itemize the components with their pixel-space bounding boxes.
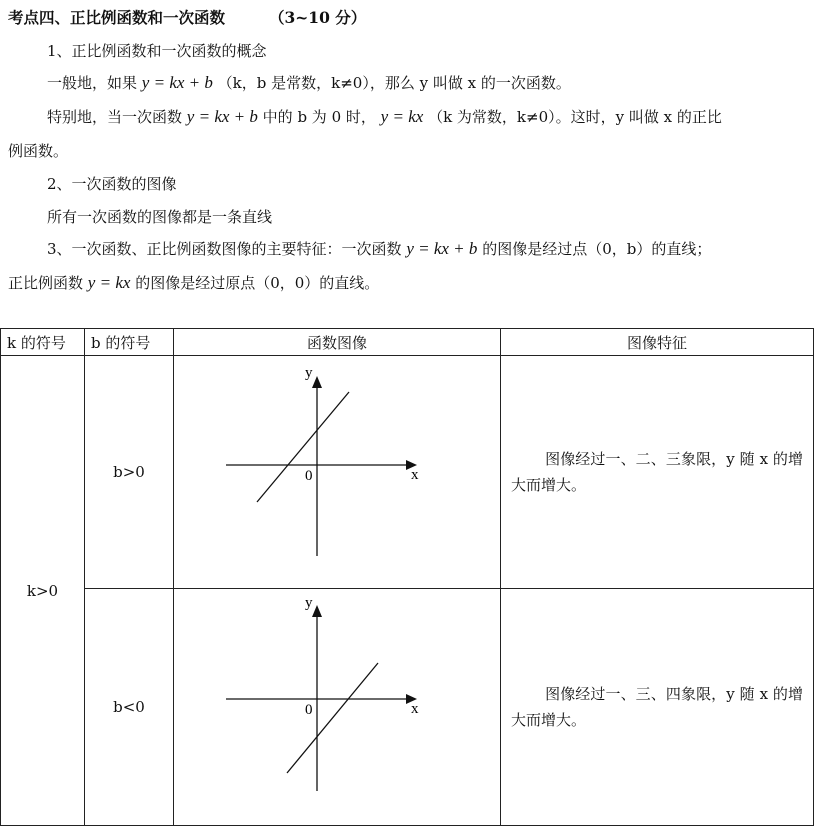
paragraph-features (47, 238, 711, 259)
b-value-cell: b>0 (85, 356, 174, 589)
paragraph-continuation: 例函数。 (8, 142, 69, 160)
text: 正比例函数 (8, 274, 84, 292)
header-b-sign: b 的符号 (85, 329, 174, 356)
paragraph-linear-definition (47, 72, 571, 93)
text: 中的 b 为 0 时， (262, 108, 376, 126)
feature-cell (501, 589, 814, 826)
table-row (1, 589, 814, 826)
table-row (1, 356, 814, 589)
text: 特别地，当一次函数 (47, 108, 183, 126)
section-title: 考点四、正比例函数和一次函数 (8, 8, 226, 27)
function-table (0, 328, 814, 826)
y-axis-label: y (305, 365, 313, 381)
equation-linear: y = kx + b (141, 73, 213, 92)
function-line (287, 663, 378, 773)
equation-proportional: y = kx (380, 107, 424, 126)
x-axis-label: x (411, 467, 419, 483)
equation-linear: y = kx + b (406, 239, 478, 258)
header-k-sign: k 的符号 (1, 329, 85, 356)
y-axis-label: y (305, 595, 313, 611)
section-score: （3~10 分） (269, 8, 367, 27)
y-axis-arrow (312, 605, 322, 617)
paragraph-features-cont (8, 272, 379, 293)
table-header-row (1, 329, 814, 356)
k-value-cell: k>0 (1, 356, 85, 826)
b-value-cell: b<0 (85, 589, 174, 826)
graph-cell (174, 356, 501, 589)
equation-proportional: y = kx (87, 273, 131, 292)
feature-text: 图像经过一、三、四象限，y 随 x 的增大而增大。 (511, 685, 803, 729)
paragraph-straight-line: 所有一次函数的图像都是一条直线 (47, 208, 273, 226)
header-feature: 图像特征 (501, 329, 814, 356)
header-graph: 函数图像 (174, 329, 501, 356)
equation-linear: y = kx + b (186, 107, 258, 126)
graph-b-positive (174, 356, 501, 588)
feature-cell (501, 356, 814, 589)
x-axis-label: x (411, 701, 419, 717)
text: 的图像是经过点（0，b）的直线； (482, 240, 712, 258)
text: 3、一次函数、正比例函数图像的主要特征：一次函数 (47, 240, 402, 258)
function-line (257, 392, 349, 502)
subheading-concept: 1、正比例函数和一次函数的概念 (47, 42, 267, 60)
subheading-graph: 2、一次函数的图像 (47, 175, 177, 193)
origin-label: 0 (305, 468, 313, 484)
y-axis-arrow (312, 376, 322, 388)
origin-label: 0 (305, 702, 313, 718)
text: （k 为常数，k≠0）。这时，y 叫做 x 的正比 (428, 108, 722, 126)
section-heading (8, 6, 366, 28)
text: （k，b 是常数，k≠0），那么 y 叫做 x 的一次函数。 (217, 74, 571, 92)
paragraph-proportional-definition (47, 106, 722, 127)
feature-text: 图像经过一、二、三象限，y 随 x 的增大而增大。 (511, 450, 803, 494)
graph-b-negative (174, 589, 501, 825)
text: 的图像是经过原点（0，0）的直线。 (135, 274, 380, 292)
text: 一般地，如果 (47, 74, 138, 92)
graph-cell (174, 589, 501, 826)
